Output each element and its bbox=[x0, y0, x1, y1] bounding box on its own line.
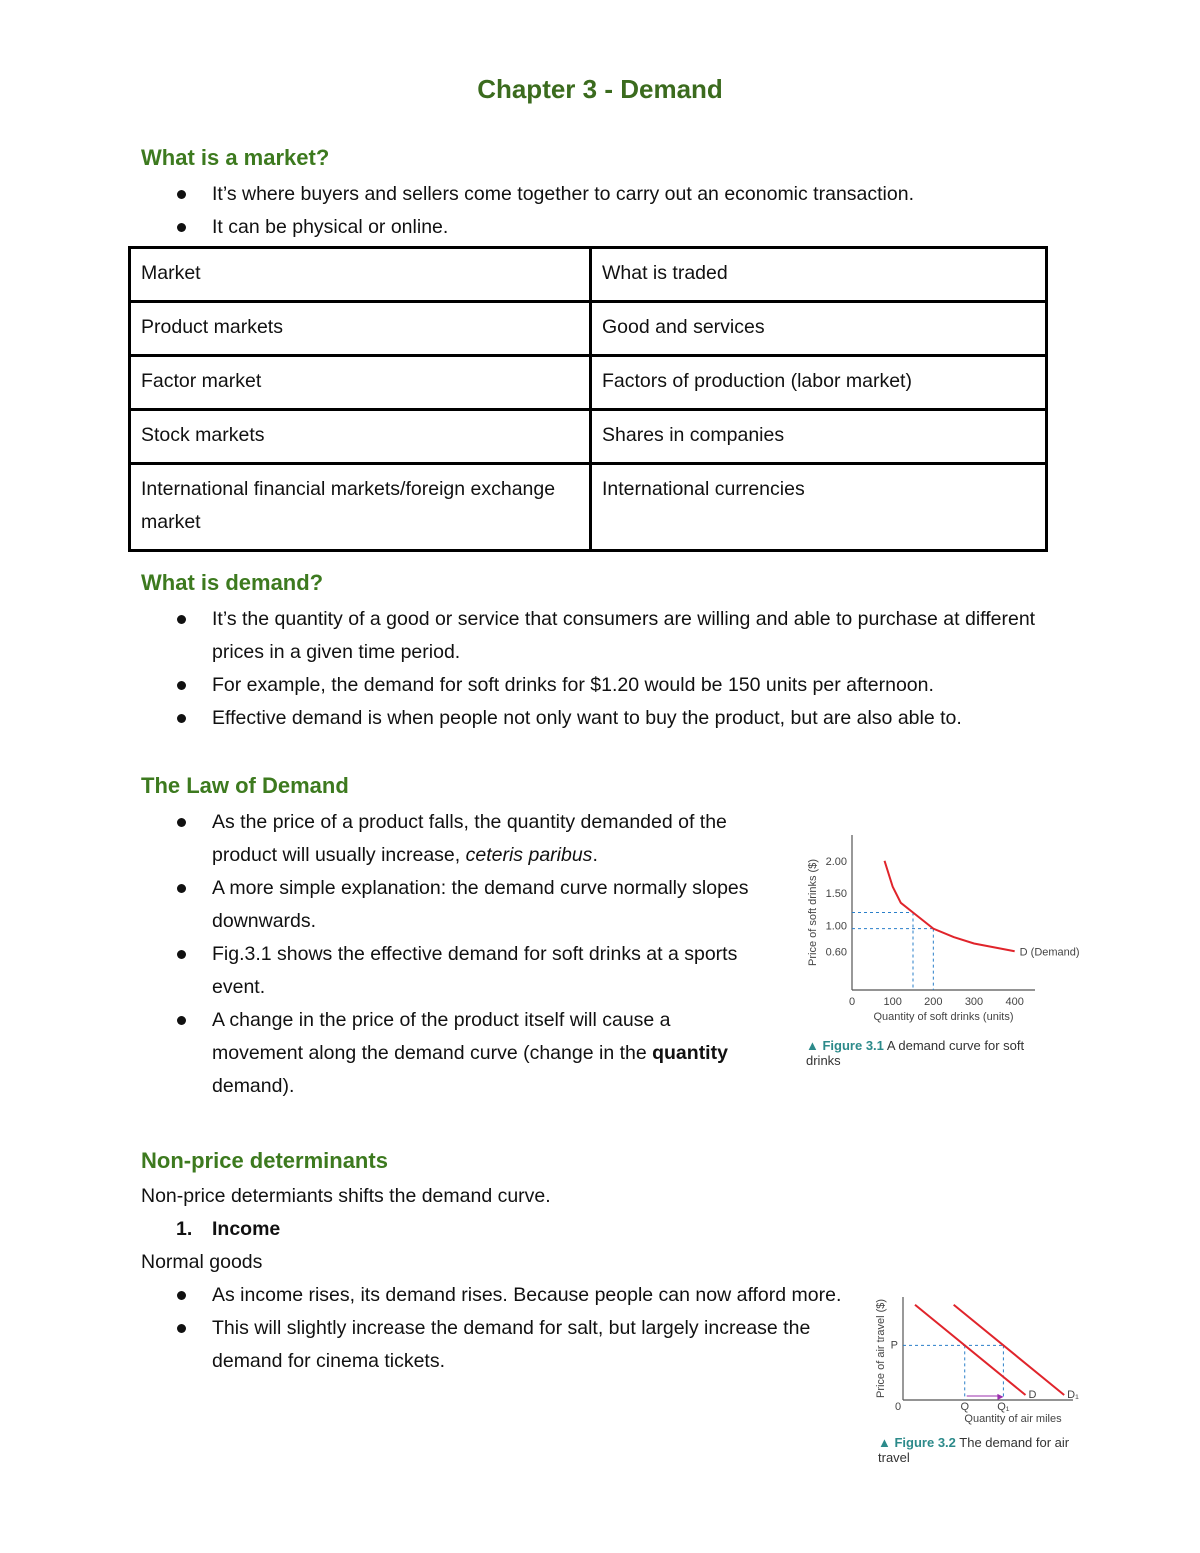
table-row bbox=[130, 410, 1047, 464]
y-tick-label: 2.00 bbox=[825, 855, 847, 868]
table-cell: Factor market bbox=[130, 356, 591, 410]
figure-3-2-chart bbox=[868, 1285, 1083, 1430]
law-bullet-4-text: A change in the price of the product itself will cause a movement along the demand curve (change in the bbox=[212, 1009, 671, 1064]
list-item: Fig.3.1 shows the effective demand for soft drinks at a sports event. bbox=[141, 938, 761, 1004]
figure-3-2-caption-text: The demand for air travel bbox=[878, 1435, 1070, 1465]
market-bullets bbox=[141, 178, 1071, 244]
table-row bbox=[130, 464, 1047, 551]
item-income: Income bbox=[212, 1218, 281, 1240]
table-row bbox=[130, 302, 1047, 356]
non-price-intro: Non-price determiants shifts the demand curve. bbox=[141, 1185, 551, 1207]
figure-3-2-caption bbox=[878, 1435, 1078, 1465]
list-item: It can be physical or online. bbox=[141, 211, 1071, 244]
law-bullet-4-end: demand). bbox=[212, 1075, 295, 1097]
table-cell: Stock markets bbox=[130, 410, 591, 464]
demand-curve bbox=[885, 861, 1015, 951]
figure-3-1-caption bbox=[806, 1038, 1036, 1068]
shift-arrow-head: ▶ bbox=[997, 1392, 1004, 1401]
heading-law-of-demand: The Law of Demand bbox=[141, 773, 349, 798]
law-bullets bbox=[141, 806, 761, 1103]
figure-3-1-number: Figure 3.1 bbox=[822, 1038, 884, 1053]
table-cell: Product markets bbox=[130, 302, 591, 356]
demand-bullets bbox=[141, 603, 1071, 735]
x-tick-label: 300 bbox=[964, 996, 984, 1008]
income-bullets bbox=[141, 1279, 846, 1378]
q1-label: Q₁ bbox=[997, 1401, 1010, 1413]
heading-demand: What is demand? bbox=[141, 570, 324, 595]
x-tick-label: 400 bbox=[1005, 996, 1024, 1008]
heading-market: What is a market? bbox=[141, 145, 330, 170]
figure-3-2-label: ▲ Figure 3.2 bbox=[878, 1435, 956, 1450]
table-cell: Good and services bbox=[591, 302, 1047, 356]
list-item: It’s where buyers and sellers come together to carry out an economic transaction. bbox=[141, 178, 1071, 211]
normal-goods-label: Normal goods bbox=[141, 1251, 263, 1273]
figure-3-1-caption-text: A demand curve for soft drinks bbox=[806, 1038, 1025, 1068]
table-cell: International currencies bbox=[591, 464, 1047, 551]
ceteris-paribus: ceteris paribus bbox=[465, 844, 593, 866]
price-label: P bbox=[890, 1339, 898, 1352]
table-row bbox=[130, 356, 1047, 410]
list-item: This will slightly increase the demand for salt, but largely increase the demand for cinema tickets. bbox=[141, 1312, 846, 1378]
quantity-bold: quantity bbox=[652, 1042, 728, 1064]
list-item: A more simple explanation: the demand curve normally slopes downwards. bbox=[141, 872, 761, 938]
x-tick-label: 100 bbox=[883, 996, 902, 1008]
demand-curve-label: D (Demand) bbox=[1019, 946, 1080, 959]
list-item: For example, the demand for soft drinks for $1.20 would be 150 units per afternoon. bbox=[141, 669, 1071, 702]
table-header-cell: Market bbox=[130, 248, 591, 302]
page-title: Chapter 3 - Demand bbox=[477, 74, 723, 104]
table-header-row bbox=[130, 248, 1047, 302]
table-header-cell: What is traded bbox=[591, 248, 1047, 302]
figure-3-1-label: ▲ Figure 3.1 bbox=[806, 1038, 884, 1053]
table-cell: Shares in companies bbox=[591, 410, 1047, 464]
x-tick-label: 0 bbox=[848, 996, 856, 1008]
list-item bbox=[141, 806, 761, 872]
y-tick-label: 0.60 bbox=[825, 946, 847, 959]
law-bullet-1-end: . bbox=[592, 844, 598, 866]
air-travel-demand-chart bbox=[868, 1285, 1083, 1430]
x-axis-label: Quantity of air miles bbox=[964, 1413, 1062, 1425]
curve-label: D bbox=[1028, 1389, 1037, 1401]
y-tick-label: 1.00 bbox=[825, 920, 847, 933]
q-label: Q bbox=[960, 1401, 970, 1413]
list-item: As income rises, its demand rises. Because people can now afford more. bbox=[141, 1279, 846, 1312]
list-item: Effective demand is when people not only want to buy the product, but are also able to. bbox=[141, 702, 1071, 735]
x-tick-label: 200 bbox=[924, 996, 943, 1008]
figure-3-1-chart bbox=[790, 825, 1080, 1025]
item-number: 1. bbox=[176, 1218, 193, 1240]
list-item: It’s the quantity of a good or service that consumers are willing and able to purchase at different prices in a given time period. bbox=[141, 603, 1071, 669]
x-axis-label: Quantity of soft drinks (units) bbox=[873, 1011, 1014, 1023]
figure-3-2-number: Figure 3.2 bbox=[894, 1435, 956, 1450]
table-cell: International financial markets/foreign exchange market bbox=[130, 464, 591, 551]
curve-label: D₁ bbox=[1067, 1389, 1079, 1401]
list-item bbox=[141, 1004, 761, 1103]
y-axis-label: Price of air travel ($) bbox=[875, 1298, 887, 1399]
heading-non-price: Non-price determinants bbox=[141, 1148, 388, 1173]
market-table bbox=[128, 246, 1048, 552]
y-tick-label: 1.50 bbox=[825, 888, 847, 901]
law-bullet-1-text: As the price of a product falls, the quantity demanded of the product will usually increase, bbox=[212, 811, 727, 866]
demand-curve-chart bbox=[790, 825, 1080, 1025]
y-axis-label: Price of soft drinks ($) bbox=[807, 859, 819, 966]
table-cell: Factors of production (labor market) bbox=[591, 356, 1047, 410]
origin-label: 0 bbox=[895, 1401, 902, 1413]
